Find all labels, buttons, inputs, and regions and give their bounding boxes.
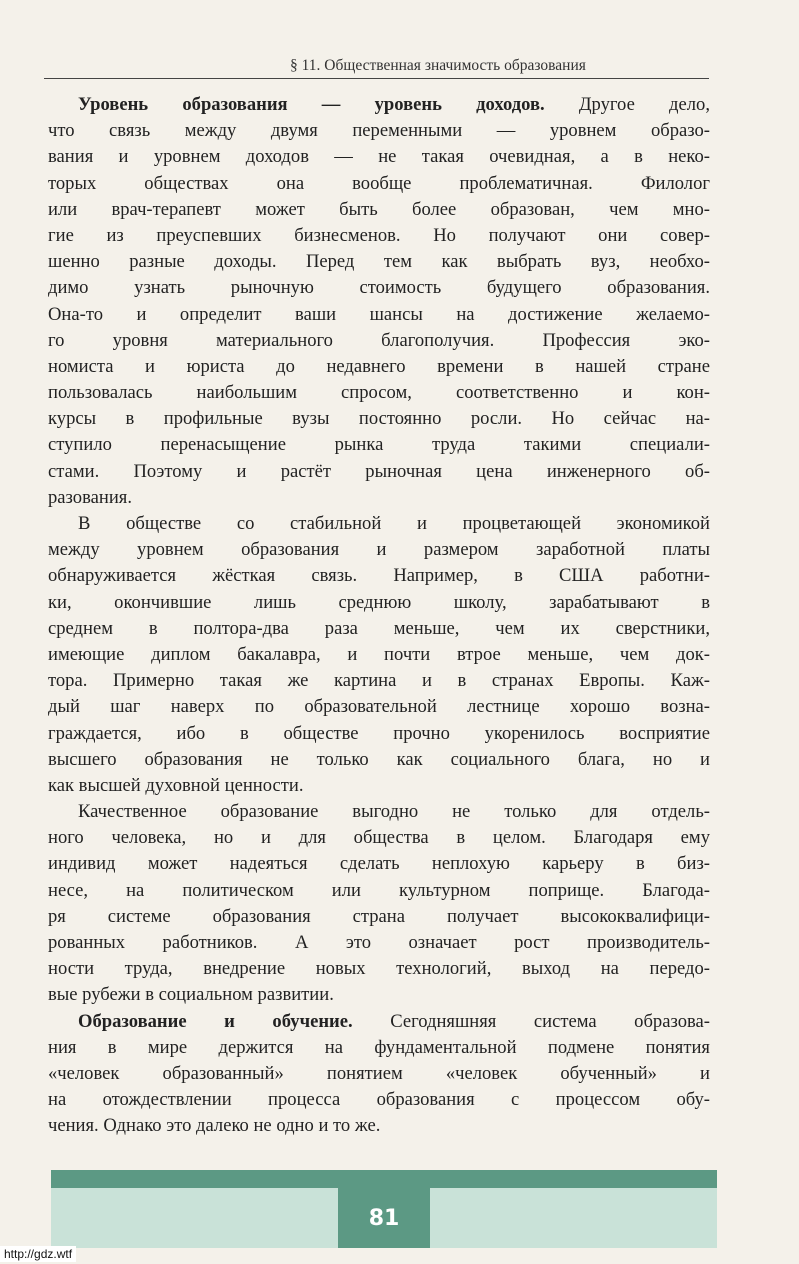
text-line bbox=[48, 1113, 710, 1139]
paragraph bbox=[48, 1009, 710, 1140]
text-line bbox=[48, 563, 710, 589]
text-line bbox=[48, 825, 710, 851]
line-text: ния в мире держится на фундаментальной подмене понятия bbox=[48, 1036, 710, 1058]
line-text: индивид может надеяться сделать неплохую карьеру в биз- bbox=[48, 853, 710, 875]
text-line bbox=[48, 747, 710, 773]
text-line bbox=[48, 171, 710, 197]
text-line bbox=[48, 616, 710, 642]
text-line bbox=[48, 380, 710, 406]
line-text: В обществе со стабильной и процветающей экономикой bbox=[78, 513, 710, 534]
text-line bbox=[48, 459, 710, 485]
text-line bbox=[48, 328, 710, 354]
line-text: разования. bbox=[48, 486, 132, 508]
text-line bbox=[48, 721, 710, 747]
text-line bbox=[48, 668, 710, 694]
line-text: Она-то и определит ваши шансы на достижение желаемо- bbox=[48, 303, 710, 325]
line-text: ступило перенасыщение рынка труда такими специали- bbox=[48, 434, 710, 456]
text-line bbox=[48, 197, 710, 223]
text-line bbox=[48, 302, 710, 328]
line-text: обнаруживается жёсткая связь. Например, в США работни- bbox=[48, 565, 710, 587]
text-line bbox=[48, 144, 710, 170]
line-text: граждается, ибо в обществе прочно укоренилось восприятие bbox=[48, 722, 710, 744]
text-line bbox=[48, 694, 710, 720]
line-text: го уровня материального благополучия. Профессия эко- bbox=[48, 329, 710, 351]
line-text: ности труда, внедрение новых технологий, выход на передо- bbox=[48, 958, 710, 980]
line-text: дый шаг наверх по образовательной лестнице хорошо возна- bbox=[48, 696, 710, 718]
line-text: на отождествлении процесса образования с процессом обу- bbox=[48, 1089, 710, 1111]
paragraph bbox=[48, 92, 710, 511]
line-text: вания и уровнем доходов — не такая очевидная, а в неко- bbox=[48, 146, 710, 168]
line-text: шенно разные доходы. Перед тем как выбрать вуз, необхо- bbox=[48, 251, 710, 273]
text-line bbox=[48, 1035, 710, 1061]
text-line bbox=[48, 982, 710, 1008]
page-number: 81 bbox=[368, 1206, 400, 1231]
paragraph bbox=[48, 799, 710, 1009]
line-text: торых обществах она вообще проблематичная. Филолог bbox=[48, 172, 710, 194]
line-text: среднем в полтора-два раза меньше, чем их сверстники, bbox=[48, 617, 710, 639]
line-text: тора. Примерно такая же картина и в странах Европы. Каж- bbox=[48, 670, 710, 692]
text-line bbox=[48, 1087, 710, 1113]
line-text: чения. Однако это далеко не одно и то же. bbox=[48, 1115, 381, 1137]
line-text: стами. Поэтому и растёт рыночная цена инженерного об- bbox=[48, 460, 710, 482]
text-line bbox=[48, 1009, 710, 1035]
line-text: высшего образования не только как социального блага, но и bbox=[48, 748, 710, 770]
text-line bbox=[48, 904, 710, 930]
paragraph bbox=[48, 511, 710, 799]
text-line bbox=[48, 1061, 710, 1087]
text-line bbox=[48, 354, 710, 380]
line-text: ного человека, но и для общества в целом. Благодаря ему bbox=[48, 827, 710, 849]
line-text: Качественное образование выгодно не только для отдель- bbox=[78, 801, 710, 823]
text-line bbox=[48, 275, 710, 301]
header-divider bbox=[44, 78, 709, 79]
line-text: как высшей духовной ценности. bbox=[48, 774, 304, 796]
text-line bbox=[48, 956, 710, 982]
text-line bbox=[48, 930, 710, 956]
line-text: «человек образованный» понятием «человек обученный» и bbox=[48, 1062, 710, 1084]
line-text: ки, окончившие лишь среднюю школу, зарабатывают в bbox=[48, 591, 710, 613]
text-line bbox=[48, 223, 710, 249]
line-text: Другое дело, bbox=[544, 94, 710, 115]
line-text: гие из преуспевших бизнесменов. Но получают они совер- bbox=[48, 224, 710, 246]
line-text: несе, на политическом или культурном поприще. Благода- bbox=[48, 879, 710, 901]
paragraph-heading: Уровень образования — уровень доходов. bbox=[78, 94, 545, 115]
text-line bbox=[48, 485, 710, 511]
line-text: димо узнать рыночную стоимость будущего образования. bbox=[48, 277, 710, 299]
running-header: § 11. Общественная значимость образования bbox=[290, 57, 586, 74]
line-text: или врач-терапевт может быть более образован, чем мно- bbox=[48, 198, 710, 220]
text-line bbox=[48, 511, 710, 537]
watermark-link[interactable]: http://gdz.wtf bbox=[0, 1246, 76, 1262]
text-line bbox=[48, 432, 710, 458]
main-text bbox=[48, 92, 710, 1140]
text-line bbox=[48, 249, 710, 275]
text-line bbox=[48, 590, 710, 616]
footer-bar bbox=[51, 1170, 717, 1188]
text-line bbox=[48, 851, 710, 877]
line-text: пользовалась наибольшим спросом, соответственно и кон- bbox=[48, 382, 710, 404]
line-text: имеющие диплом бакалавра, и почти втрое меньше, чем док- bbox=[48, 643, 710, 665]
text-line bbox=[48, 878, 710, 904]
line-text: номиста и юриста до недавнего времени в нашей стране bbox=[48, 355, 710, 377]
line-text: вые рубежи в социальном развитии. bbox=[48, 984, 334, 1006]
line-text: ря системе образования страна получает высококвалифици- bbox=[48, 905, 710, 927]
text-line bbox=[48, 118, 710, 144]
line-text: рованных работников. А это означает рост производитель- bbox=[48, 932, 710, 953]
line-text: Сегодняшняя система образова- bbox=[352, 1010, 710, 1032]
text-line bbox=[48, 92, 710, 118]
text-line bbox=[48, 537, 710, 563]
text-line bbox=[48, 799, 710, 825]
line-text: курсы в профильные вузы постоянно росли. Но сейчас на- bbox=[48, 408, 710, 430]
line-text: что связь между двумя переменными — уровнем образо- bbox=[48, 120, 710, 142]
text-line bbox=[48, 642, 710, 668]
line-text: между уровнем образования и размером заработной платы bbox=[48, 539, 710, 561]
text-line bbox=[48, 773, 710, 799]
text-line bbox=[48, 406, 710, 432]
paragraph-heading: Образование и обучение. bbox=[78, 1010, 353, 1032]
